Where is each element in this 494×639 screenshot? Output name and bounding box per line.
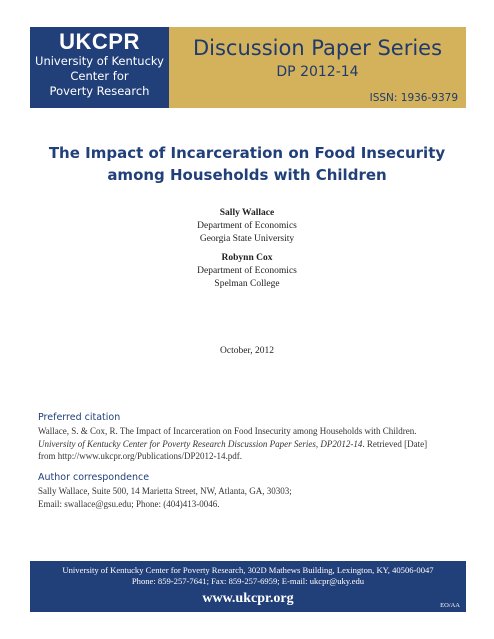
citation-line-3: from http://www.ukcpr.org/Publications/DP2012-14.pdf. bbox=[38, 451, 242, 461]
citation-line-2 bbox=[38, 438, 468, 451]
correspondence-text bbox=[38, 485, 468, 510]
author-department: Department of Economics bbox=[197, 266, 297, 276]
paper-title-line-2: among Households with Children bbox=[107, 166, 387, 184]
correspondence-contact: Email: swallace@gsu.edu; Phone: (404)413-0046. bbox=[38, 498, 220, 509]
publication-date: October, 2012 bbox=[220, 346, 274, 356]
discussion-paper-number: DP 2012-14 bbox=[276, 64, 359, 80]
org-name-line-3: Poverty Research bbox=[49, 84, 150, 98]
ukcpr-logo: UKCPR bbox=[59, 29, 140, 54]
author-institution: Georgia State University bbox=[199, 234, 295, 244]
org-name-line-2: Center for bbox=[70, 69, 129, 83]
series-title: Discussion Paper Series bbox=[192, 36, 443, 60]
issn: ISSN: 1936-9379 bbox=[369, 92, 458, 104]
paper-title-line-1: The Impact of Incarceration on Food Insecurity bbox=[48, 144, 446, 162]
website-link[interactable]: www.ukcpr.org bbox=[202, 591, 294, 606]
citation-text bbox=[38, 425, 468, 463]
series-block bbox=[169, 27, 466, 108]
footer-contact: Phone: 859-257-7641; Fax: 859-257-6959; E-mail: ukcpr@uky.edu bbox=[131, 576, 365, 586]
citation-series: University of Kentucky Center for Poverty Research Discussion Paper Series, DP2012-14 bbox=[38, 438, 363, 449]
author-1 bbox=[30, 207, 464, 246]
ukcpr-logo-block bbox=[30, 27, 169, 108]
org-name-line-1: University of Kentucky bbox=[35, 54, 164, 68]
correspondence-heading: Author correspondence bbox=[38, 472, 150, 483]
author-department: Department of Economics bbox=[197, 221, 297, 231]
author-institution: Spelman College bbox=[214, 279, 280, 289]
citation-retrieved: . Retrieved [Date] bbox=[362, 438, 428, 449]
header-banner bbox=[30, 27, 466, 108]
citation-heading: Preferred citation bbox=[38, 412, 121, 423]
author-name: Sally Wallace bbox=[219, 208, 275, 218]
author-2 bbox=[30, 252, 464, 291]
footer-banner bbox=[30, 561, 466, 612]
author-name: Robynn Cox bbox=[221, 253, 273, 263]
footer-address: University of Kentucky Center for Poverty Research, 302D Mathews Building, Lexington, KY, 40506-0047 bbox=[62, 565, 434, 575]
citation-line-1: Wallace, S. & Cox, R. The Impact of Incarceration on Food Insecurity among Households with Children. bbox=[38, 426, 417, 436]
correspondence-address: Sally Wallace, Suite 500, 14 Marietta Street, NW, Atlanta, GA, 30303; bbox=[38, 486, 292, 496]
eo-aa-label: EO/AA bbox=[440, 602, 460, 609]
paper-title bbox=[30, 142, 464, 186]
